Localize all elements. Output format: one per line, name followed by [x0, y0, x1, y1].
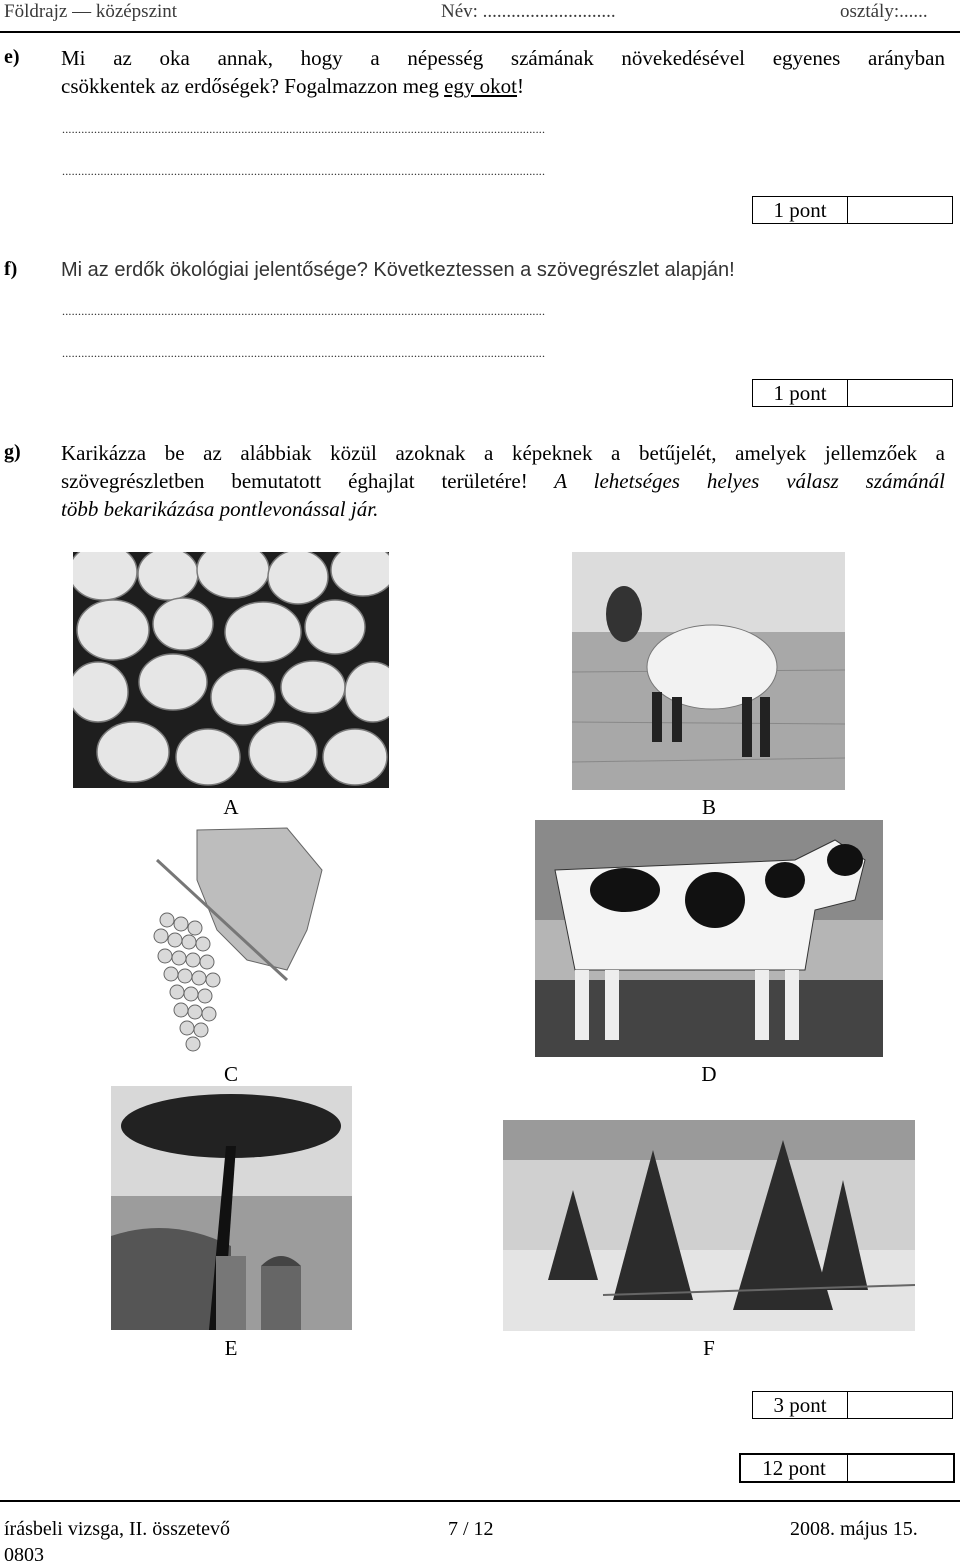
points-box-g — [752, 1391, 953, 1419]
question-e-text-line1: Mi az oka annak, hogy a népesség számának növekedésével egyenes arányban — [61, 46, 945, 70]
points-score-cell[interactable] — [848, 1392, 952, 1418]
image-label-B[interactable]: B — [701, 795, 716, 819]
question-e-letter: e) — [4, 46, 20, 68]
image-label-F[interactable]: F — [703, 1336, 715, 1360]
question-f-text: Mi az erdők ökológiai jelentősége? Következtessen a szövegrészlet alapján! — [61, 259, 735, 281]
question-f-letter: f) — [4, 258, 18, 280]
question-g-text-line2-normal: szövegrészletben bemutatott éghajlat területére! — [61, 469, 528, 493]
points-box-f — [752, 379, 953, 407]
image-label-D[interactable]: D — [701, 1062, 717, 1086]
grapes-illustration — [137, 820, 327, 1052]
image-label-A[interactable]: A — [223, 795, 239, 819]
answer-line[interactable]: ....................................................................................................................................................... — [62, 346, 546, 360]
total-points-score-cell[interactable] — [848, 1455, 953, 1481]
image-sheep — [572, 552, 845, 790]
answer-line[interactable]: ....................................................................................................................................................... — [62, 164, 546, 178]
image-spruce-forest — [503, 1120, 915, 1331]
header-name-field: Név: ............................ — [441, 1, 616, 22]
header-rule — [0, 31, 960, 33]
total-points-label: 12 pont — [741, 1455, 848, 1481]
underlined-emphasis: egy okot — [444, 74, 518, 98]
header-subject: Földrajz — középszint — [4, 1, 178, 22]
image-label-E[interactable]: E — [224, 1336, 238, 1360]
total-points-box — [739, 1453, 955, 1483]
points-score-cell[interactable] — [848, 380, 952, 406]
question-g-letter: g) — [4, 441, 21, 463]
spruce-forest-illustration — [503, 1120, 915, 1331]
answer-line[interactable]: ....................................................................................................................................................... — [62, 122, 546, 136]
image-label-C[interactable]: C — [223, 1062, 238, 1086]
points-label: 1 pont — [753, 197, 848, 223]
sheep-illustration — [572, 552, 845, 790]
footer-page-number: 7 / 12 — [448, 1518, 494, 1540]
potatoes-illustration — [73, 552, 389, 788]
points-box-e — [752, 196, 953, 224]
question-e-text-line2: csökkentek az erdőségek? Fogalmazzon meg egy okot! — [61, 74, 525, 98]
image-potatoes — [73, 552, 389, 788]
question-g-text-line1: Karikázza be az alábbiak közül azoknak a képeknek a betűjelét, amelyek jellemzőek a — [61, 441, 945, 465]
footer-date: 2008. május 15. — [790, 1518, 918, 1540]
footer-rule — [0, 1500, 960, 1502]
stone-pine-illustration — [111, 1086, 352, 1330]
footer-code: 0803 — [4, 1544, 44, 1566]
points-label: 3 pont — [753, 1392, 848, 1418]
cow-illustration — [535, 820, 883, 1057]
answer-line[interactable]: ....................................................................................................................................................... — [62, 304, 546, 318]
image-stone-pine — [111, 1086, 352, 1330]
footer-exam-part: írásbeli vizsga, II. összetevő — [4, 1518, 231, 1540]
points-score-cell[interactable] — [848, 197, 952, 223]
question-g-text-line3: több bekarikázása pontlevonással jár. — [61, 497, 379, 521]
image-grapes — [137, 820, 327, 1052]
question-g-text-line2 — [61, 467, 945, 495]
image-cow — [535, 820, 883, 1057]
header-class-field: osztály:...... — [840, 1, 928, 22]
question-g-text-line2-italic: A lehetséges helyes válasz számánál — [527, 469, 945, 493]
points-label: 1 pont — [753, 380, 848, 406]
